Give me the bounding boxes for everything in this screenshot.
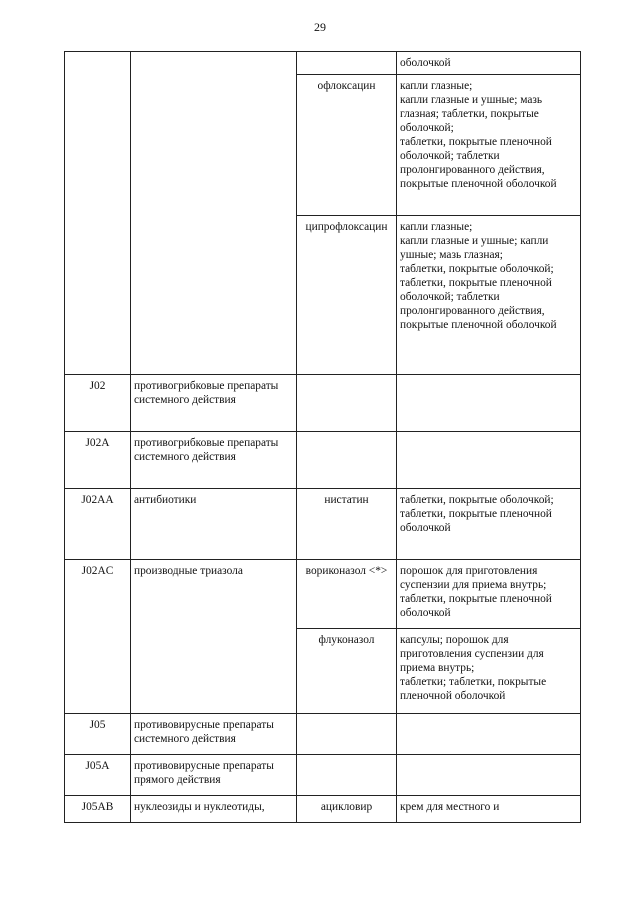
table-row	[65, 796, 581, 823]
inn-cell: вориконазол <*>	[297, 560, 397, 629]
drug-table	[64, 51, 581, 823]
form-line: таблетки, покрытые пленочной оболочкой	[400, 593, 552, 619]
dosage-form-cell	[397, 52, 581, 75]
inn-cell	[297, 432, 397, 489]
form-line: оболочкой	[400, 57, 451, 69]
dosage-form-cell	[397, 714, 581, 755]
atc-code-cell: J05AB	[65, 796, 131, 823]
atc-code-cell: J05	[65, 714, 131, 755]
form-line: капли глазные и ушные; мазь глазная; таблетки, покрытые оболочкой;	[400, 94, 543, 134]
dosage-form-cell	[397, 432, 581, 489]
table-row	[65, 52, 581, 75]
dosage-form-cell	[397, 796, 581, 823]
inn-cell	[297, 755, 397, 796]
inn-cell	[297, 375, 397, 432]
atc-code-cell: J02	[65, 375, 131, 432]
group-name-cell: противогрибковые препараты системного действия	[131, 375, 297, 432]
table-row	[65, 714, 581, 755]
inn-cell	[297, 714, 397, 755]
group-name-cell: производные триазола	[131, 560, 297, 714]
inn-cell: нистатин	[297, 489, 397, 560]
group-name-cell: противовирусные препараты системного действия	[131, 714, 297, 755]
group-name-cell: нуклеозиды и нуклеотиды,	[131, 796, 297, 823]
atc-code-cell: J02A	[65, 432, 131, 489]
group-name-cell: противовирусные препараты прямого действия	[131, 755, 297, 796]
inn-cell: ацикловир	[297, 796, 397, 823]
form-line: капли глазные и ушные; капли ушные; мазь глазная;	[400, 235, 549, 261]
dosage-form-cell	[397, 75, 581, 216]
form-line: таблетки, покрытые пленочной оболочкой; таблетки пролонгированного действия, покрытые пленочной оболочкой	[400, 277, 557, 331]
form-line: крем для местного и	[400, 801, 500, 813]
dosage-form-cell	[397, 216, 581, 375]
dosage-form-cell	[397, 489, 581, 560]
atc-code-cell: J02AC	[65, 560, 131, 714]
form-line: порошок для приготовления суспензии для приема внутрь;	[400, 565, 547, 591]
dosage-form-cell	[397, 755, 581, 796]
table-row	[65, 560, 581, 629]
table-row	[65, 432, 581, 489]
page-number: 29	[314, 20, 326, 34]
table-row	[65, 755, 581, 796]
table-row	[65, 375, 581, 432]
form-line: капли глазные;	[400, 80, 473, 92]
form-line: таблетки; таблетки, покрытые пленочной оболочкой	[400, 676, 547, 702]
form-line: таблетки, покрытые оболочкой;	[400, 494, 554, 506]
inn-cell	[297, 52, 397, 75]
table-row	[65, 489, 581, 560]
form-line: капсулы; порошок для приготовления суспензии для приема внутрь;	[400, 634, 544, 674]
form-line: таблетки, покрытые оболочкой;	[400, 263, 554, 275]
dosage-form-cell	[397, 560, 581, 629]
inn-cell: офлоксацин	[297, 75, 397, 216]
group-name-cell: антибиотики	[131, 489, 297, 560]
atc-code-cell: J05A	[65, 755, 131, 796]
group-name-cell	[131, 52, 297, 375]
group-name-cell: противогрибковые препараты системного действия	[131, 432, 297, 489]
form-line: таблетки, покрытые пленочной оболочкой	[400, 508, 552, 534]
dosage-form-cell	[397, 629, 581, 714]
atc-code-cell: J02AA	[65, 489, 131, 560]
form-line: капли глазные;	[400, 221, 473, 233]
inn-cell: ципрофлоксацин	[297, 216, 397, 375]
atc-code-cell	[65, 52, 131, 375]
form-line: таблетки, покрытые пленочной оболочкой; таблетки пролонгированного действия, покрытые пленочной оболочкой	[400, 136, 557, 190]
inn-cell: флуконазол	[297, 629, 397, 714]
dosage-form-cell	[397, 375, 581, 432]
